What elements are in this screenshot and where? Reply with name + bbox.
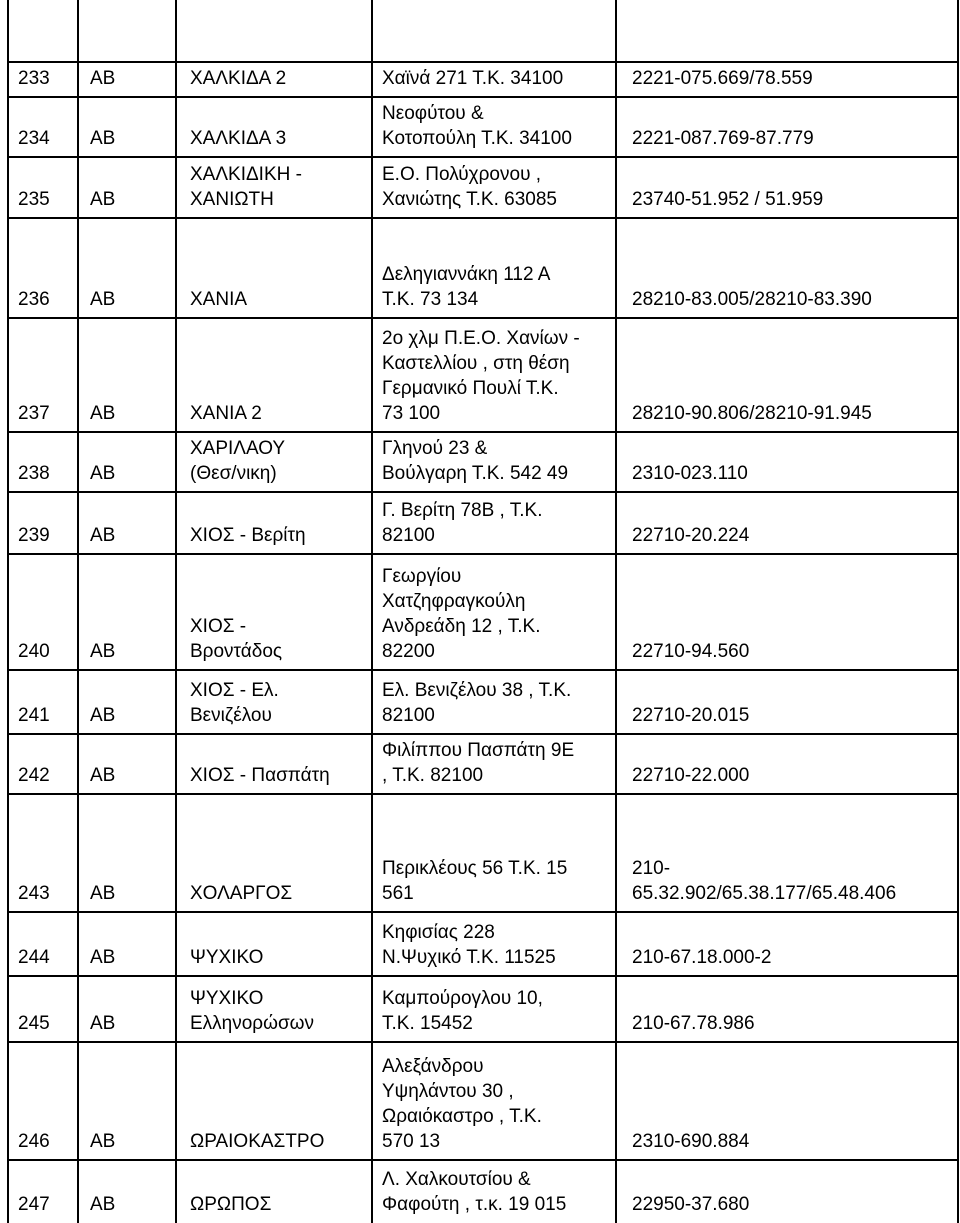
row-number: 234 — [18, 128, 50, 149]
store-phone: 22710-20.015 — [632, 705, 750, 726]
store-type: ΑΒ — [90, 289, 116, 310]
store-type: ΑΒ — [90, 765, 116, 786]
store-address: 570 13 — [382, 1131, 441, 1152]
column-divider — [615, 0, 617, 1223]
store-address: 2ο χλμ Π.Ε.Ο. Χανίων - — [382, 328, 580, 349]
store-type: ΑΒ — [90, 525, 116, 546]
store-type: ΑΒ — [90, 1131, 116, 1152]
row-divider — [8, 61, 958, 63]
column-divider — [957, 0, 959, 1223]
store-name: ΨΥΧΙΚΟ — [190, 947, 264, 968]
row-number: 241 — [18, 705, 50, 726]
store-address: Περικλέους 56 Τ.Κ. 15 — [382, 858, 568, 879]
store-name: (Θεσ/νικη) — [190, 463, 277, 484]
store-type: ΑΒ — [90, 883, 116, 904]
store-address: 82200 — [382, 641, 435, 662]
row-divider — [8, 1159, 958, 1161]
store-address: Τ.Κ. 73 134 — [382, 289, 479, 310]
store-name: ΧΙΟΣ - Πασπάτη — [190, 765, 330, 786]
store-type: ΑΒ — [90, 705, 116, 726]
store-phone: 2310-023.110 — [632, 463, 748, 484]
row-number: 243 — [18, 883, 50, 904]
store-address: Λ. Χαλκουτσίου & — [382, 1169, 531, 1190]
row-number: 242 — [18, 765, 50, 786]
store-type: ΑΒ — [90, 189, 116, 210]
row-number: 245 — [18, 1013, 50, 1034]
store-address: Υψηλάντου 30 , — [382, 1081, 514, 1102]
store-address: 82100 — [382, 705, 435, 726]
store-address: Γ. Βερίτη 78Β , Τ.Κ. — [382, 500, 543, 521]
column-divider — [371, 0, 373, 1223]
store-address: Χατζηφραγκούλη — [382, 591, 526, 612]
store-name: Βροντάδος — [190, 641, 283, 662]
store-type: ΑΒ — [90, 403, 116, 424]
store-name: ΧΑΛΚΙΔΑ 2 — [190, 68, 287, 89]
store-phone: 2221-087.769-87.779 — [632, 128, 814, 149]
store-address: Καστελλίου , στη θέση — [382, 353, 570, 374]
row-number: 244 — [18, 947, 50, 968]
store-address: Γληνού 23 & — [382, 438, 488, 459]
store-type: ΑΒ — [90, 68, 116, 89]
store-address: Νεοφύτου & — [382, 103, 484, 124]
row-divider — [8, 431, 958, 433]
store-name: Ελληνορώσων — [190, 1013, 315, 1034]
row-divider — [8, 553, 958, 555]
store-type: ΑΒ — [90, 128, 116, 149]
row-number: 246 — [18, 1131, 50, 1152]
store-phone: 210-67.78.986 — [632, 1013, 755, 1034]
store-address: Κηφισίας 228 — [382, 922, 495, 943]
store-name: ΧΑΛΚΙΔΑ 3 — [190, 128, 287, 149]
store-address: 82100 — [382, 525, 435, 546]
store-phone: 2310-690.884 — [632, 1131, 750, 1152]
store-address: Ωραιόκαστρο , Τ.Κ. — [382, 1106, 542, 1127]
store-name: ΧΙΟΣ - Ελ. — [190, 680, 279, 701]
row-number: 247 — [18, 1194, 50, 1215]
store-phone: 22710-22.000 — [632, 765, 750, 786]
store-phone: 22710-94.560 — [632, 641, 750, 662]
store-address: 73 100 — [382, 403, 441, 424]
store-address: Κοτοπούλη Τ.Κ. 34100 — [382, 128, 572, 149]
store-phone: 2221-075.669/78.559 — [632, 68, 813, 89]
store-address: Δεληγιαννάκη 112 Α — [382, 264, 551, 285]
store-phone: 210-67.18.000-2 — [632, 947, 772, 968]
store-address: Γερμανικό Πουλί Τ.Κ. — [382, 378, 559, 399]
store-type: ΑΒ — [90, 641, 116, 662]
store-address: Ελ. Βενιζέλου 38 , Τ.Κ. — [382, 680, 572, 701]
store-address: 561 — [382, 883, 414, 904]
row-divider — [8, 96, 958, 98]
store-name: ΧΟΛΑΡΓΟΣ — [190, 883, 293, 904]
store-address: Αλεξάνδρου — [382, 1056, 484, 1077]
row-divider — [8, 669, 958, 671]
row-divider — [8, 217, 958, 219]
column-divider — [7, 0, 9, 1223]
store-address: Φαφούτη , τ.κ. 19 015 — [382, 1194, 567, 1215]
column-divider — [77, 0, 79, 1223]
row-divider — [8, 975, 958, 977]
store-phone: 22710-20.224 — [632, 525, 750, 546]
row-divider — [8, 793, 958, 795]
store-address: Καμπούρογλου 10, — [382, 988, 543, 1009]
row-number: 233 — [18, 68, 50, 89]
store-address: Χαϊνά 271 Τ.Κ. 34100 — [382, 68, 564, 89]
store-address: Βούλγαρη Τ.Κ. 542 49 — [382, 463, 569, 484]
store-address: Τ.Κ. 15452 — [382, 1013, 473, 1034]
store-phone: 65.32.902/65.38.177/65.48.406 — [632, 883, 897, 904]
store-address: Γεωργίου — [382, 566, 462, 587]
row-divider — [8, 1041, 958, 1043]
store-type: ΑΒ — [90, 1194, 116, 1215]
store-name: Βενιζέλου — [190, 705, 272, 726]
row-divider — [8, 911, 958, 913]
store-phone: 23740-51.952 / 51.959 — [632, 189, 824, 210]
store-name: ΧΙΟΣ - Βερίτη — [190, 525, 306, 546]
row-number: 238 — [18, 463, 50, 484]
store-phone: 28210-90.806/28210-91.945 — [632, 403, 872, 424]
store-address: Φιλίππου Πασπάτη 9Ε — [382, 740, 575, 761]
store-name: ΩΡΑΙΟΚΑΣΤΡΟ — [190, 1131, 325, 1152]
store-phone: 22950-37.680 — [632, 1194, 750, 1215]
store-type: ΑΒ — [90, 463, 116, 484]
store-name: ΧΑΡΙΛΑΟΥ — [190, 438, 286, 459]
store-address: Ανδρεάδη 12 , Τ.Κ. — [382, 616, 541, 637]
row-number: 237 — [18, 403, 50, 424]
store-name: ΨΥΧΙΚΟ — [190, 988, 264, 1009]
row-number: 236 — [18, 289, 50, 310]
store-type: ΑΒ — [90, 1013, 116, 1034]
row-number: 239 — [18, 525, 50, 546]
row-number: 240 — [18, 641, 50, 662]
row-divider — [8, 156, 958, 158]
column-divider — [175, 0, 177, 1223]
store-address: , Τ.Κ. 82100 — [382, 765, 484, 786]
store-name: ΧΑΝΙΩΤΗ — [190, 189, 274, 210]
store-name: ΩΡΩΠΟΣ — [190, 1194, 272, 1215]
store-address: Ν.Ψυχικό Τ.Κ. 11525 — [382, 947, 556, 968]
store-address: Ε.Ο. Πολύχρονου , — [382, 164, 542, 185]
store-name: ΧΑΛΚΙΔΙΚΗ - — [190, 164, 302, 185]
store-type: ΑΒ — [90, 947, 116, 968]
row-divider — [8, 491, 958, 493]
row-divider — [8, 733, 958, 735]
row-divider — [8, 317, 958, 319]
store-phone: 28210-83.005/28210-83.390 — [632, 289, 872, 310]
row-number: 235 — [18, 189, 50, 210]
store-name: ΧΙΟΣ - — [190, 616, 247, 637]
store-name: ΧΑΝΙΑ 2 — [190, 403, 262, 424]
store-address: Χανιώτης Τ.Κ. 63085 — [382, 189, 557, 210]
store-phone: 210- — [632, 858, 671, 879]
store-name: ΧΑΝΙΑ — [190, 289, 248, 310]
